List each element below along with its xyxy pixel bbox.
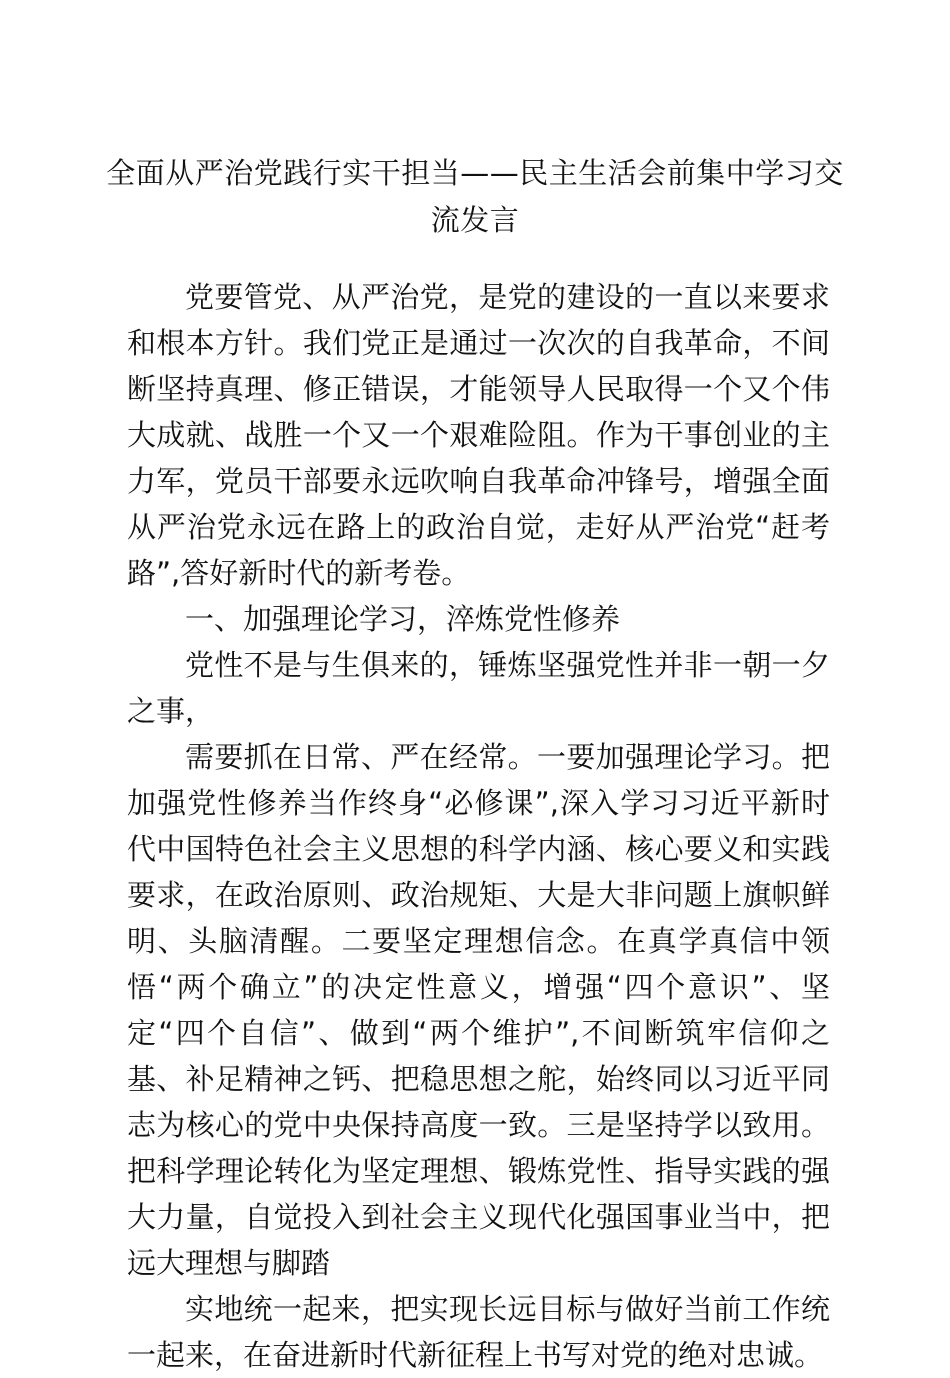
document-title: 全面从严治党践行实干担当——民主生活会前集中学习交流发言 xyxy=(106,156,844,237)
paragraph-3: 实地统一起来，把实现长远目标与做好当前工作统一起来，在奋进新时代新征程上书写对党的绝对忠诚。 xyxy=(127,1292,830,1372)
paragraph-1: 党性不是与生俱来的，锤炼坚强党性并非一朝一夕之事， xyxy=(127,648,830,728)
paragraph-intro: 党要管党、从严治党，是党的建设的一直以来要求和根本方针。我们党正是通过一次次的自我革命，不间断坚持真理、修正错误，才能领导人民取得一个又个伟大成就、战胜一个又一个艰难险阻。作为干事创业的主力军，党员干部要永远吹响自我革命冲锋号，增强全面从严治党永远在路上的政治自觉，走好从严治党“赶考路”,答好新时代的新考卷。 xyxy=(127,280,830,590)
paragraph-2: 需要抓在日常、严在经常。一要加强理论学习。把加强党性修养当作终身“必修课”,深入学习习近平新时代中国特色社会主义思想的科学内涵、核心要义和实践要求，在政治原则、政治规矩、大是大非问题上旗帜鲜明、头脑清醒。二要坚定理想信念。在真学真信中领悟“两个确立”的决定性意义，增强“四个意识”、坚定“四个自信”、做到“两个维护”,不间断筑牢信仰之基、补足精神之钙、把稳思想之舵，始终同以习近平同志为核心的党中央保持高度一致。三是坚持学以致用。把科学理论转化为坚定理想、锻炼党性、指导实践的强大力量，自觉投入到社会主义现代化强国事业当中，把远大理想与脚踏 xyxy=(127,740,830,1280)
section-heading-1: 一、加强理论学习，淬炼党性修养 xyxy=(185,602,621,636)
document-body xyxy=(127,274,830,1378)
